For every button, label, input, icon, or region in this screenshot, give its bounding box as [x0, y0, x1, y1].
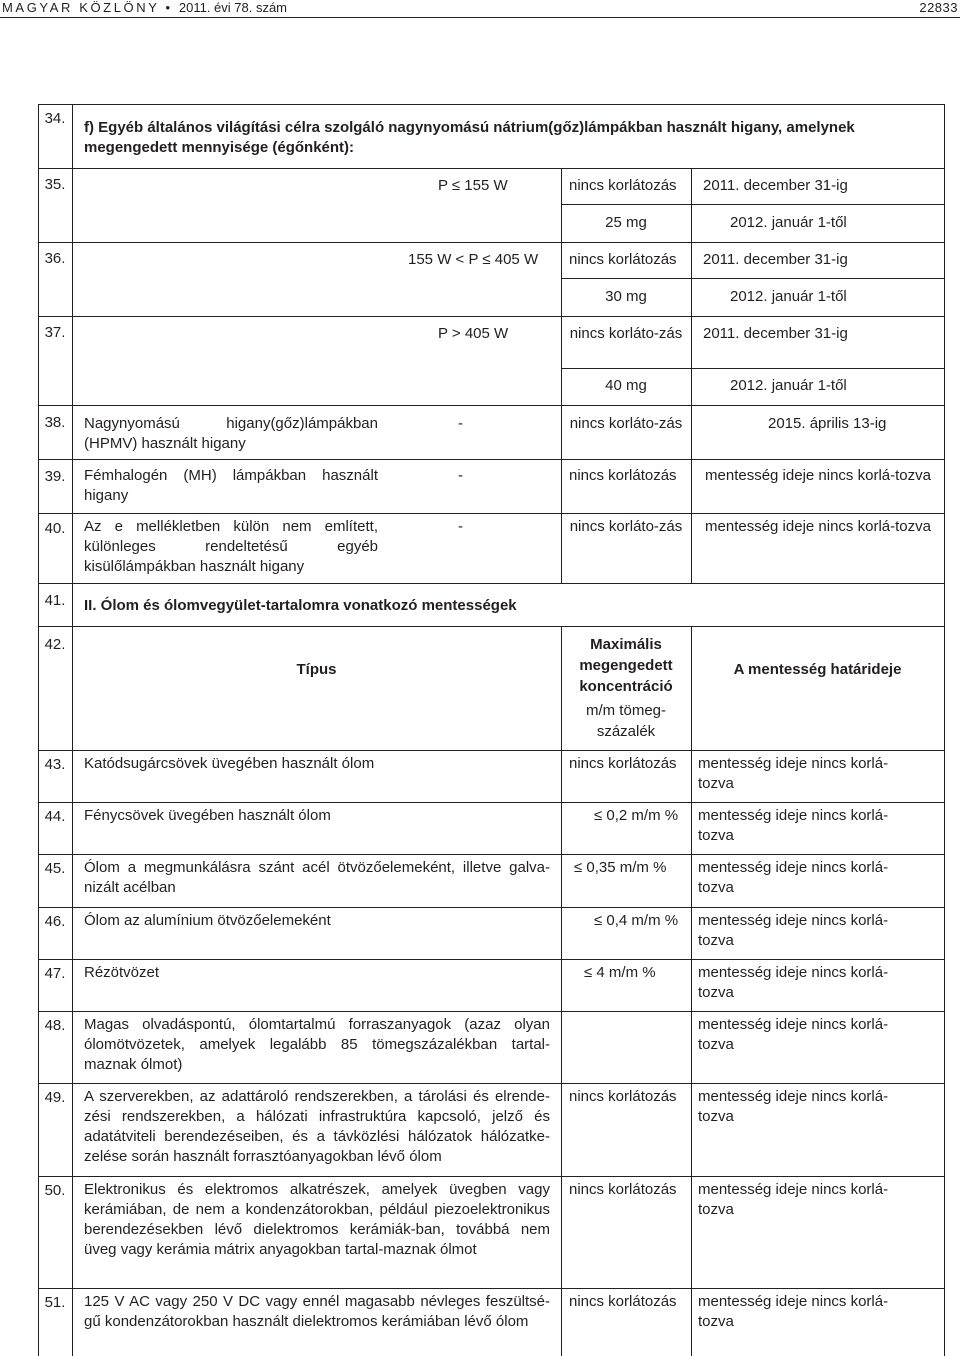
item-description: Nagynyomású higany(gőz)lámpákban (HPMV) használt higany — [84, 415, 378, 452]
column-line — [691, 626, 692, 1356]
deadline: 2011. december 31-ig — [703, 251, 848, 268]
row-line — [38, 168, 944, 169]
deadline: mentesség ideje nincs korlá-tozva — [698, 807, 889, 844]
row-number: 43. — [44, 756, 66, 773]
limit-value: nincs korláto-zás — [569, 518, 683, 535]
table-left-border — [38, 104, 39, 1356]
row-line — [38, 626, 944, 627]
page-header — [0, 0, 960, 16]
row-line — [38, 802, 944, 803]
item-description: Elektronikus és elektromos alkatrészek, amelyek üvegben vagy kerámiában, de nem a kondenzátorokban, például piezoelektronikus berendezésekben lévő dielektromos kerámiák-ban, továbbá nem üveg vagy kerámia mátrix anyagokban tartal-maznak ólmot — [84, 1181, 550, 1258]
row-line — [38, 1176, 944, 1177]
limit-value: nincs korlátozás — [569, 251, 677, 268]
item-description: Fénycsövek üvegében használt ólom — [84, 807, 331, 824]
row-number: 45. — [44, 860, 66, 877]
column-header-max: Maximális megengedett koncentráció — [579, 636, 673, 695]
row-number: 44. — [44, 808, 66, 825]
row-number: 36. — [44, 250, 66, 267]
row-line — [38, 405, 944, 406]
column-line — [561, 626, 562, 1356]
limit-value: nincs korláto-zás — [569, 415, 683, 432]
item-description: Fémhalogén (MH) lámpákban használt higany — [84, 467, 378, 504]
row-line — [38, 1288, 944, 1289]
row-number: 39. — [44, 468, 66, 485]
deadline: 2012. január 1-től — [730, 288, 847, 305]
deadline: 2011. december 31-ig — [703, 177, 848, 194]
row-number: 35. — [44, 176, 66, 193]
section-title-lead: II. Ólom és ólomvegyület-tartalomra vonatkozó mentességek — [84, 597, 517, 614]
row-line — [38, 459, 944, 460]
row-line — [38, 959, 944, 960]
deadline: 2011. december 31-ig — [703, 325, 848, 342]
item-description: Rézötvözet — [84, 964, 160, 981]
concentration: nincs korlátozás — [569, 1088, 677, 1105]
deadline: 2015. április 13-ig — [768, 415, 887, 432]
row-number: 41. — [44, 592, 66, 609]
power-range: P > 405 W — [438, 325, 509, 342]
dash: - — [458, 518, 463, 535]
row-line — [38, 854, 944, 855]
concentration: nincs korlátozás — [569, 1181, 677, 1198]
row-line — [561, 368, 944, 369]
row-number: 46. — [44, 913, 66, 930]
deadline: mentesség ideje nincs korlá-tozva — [698, 755, 889, 792]
page-number: 22833 — [919, 0, 958, 15]
power-range: P ≤ 155 W — [438, 177, 508, 194]
row-line — [38, 104, 944, 105]
journal-title: MAGYAR KÖZLÖNY • 2011. évi 78. szám — [2, 0, 288, 15]
row-number: 51. — [44, 1294, 66, 1311]
concentration: ≤ 0,4 m/m % — [594, 912, 679, 929]
row-line — [38, 513, 944, 514]
concentration: ≤ 4 m/m % — [584, 964, 656, 981]
concentration: nincs korlátozás — [569, 755, 677, 772]
item-description: A szerverekben, az adattároló rendszerekben, a tárolási és elrende-zési rendszerekben, a hálózati infrastruktúra kapcsoló, jelző és adatátviteli berendezéseiben, és a távközlési hálózatok hálózatke-zelése során használt forrasztóanyagokban lévő ólom — [84, 1088, 550, 1165]
deadline: mentesség ideje nincs korlá-tozva — [698, 859, 889, 896]
row-line — [38, 316, 944, 317]
dash: - — [458, 415, 463, 432]
limit-value: 25 mg — [605, 214, 647, 231]
item-description: Katódsugárcsövek üvegében használt ólom — [84, 755, 375, 772]
item-description: Magas olvadáspontú, ólomtartalmú forraszanyagok (azaz olyan ólomötvözetek, amelyek legalább 85 tömegszázalékban tartal-maznak ólmot) — [84, 1016, 550, 1073]
deadline: 2012. január 1-től — [730, 377, 847, 394]
row-line — [38, 750, 944, 751]
limit-value: nincs korlátozás — [569, 467, 677, 484]
column-header-type: Típus — [296, 661, 337, 678]
row-number: 38. — [44, 414, 66, 431]
dash: - — [458, 467, 463, 484]
concentration: ≤ 0,35 m/m % — [574, 859, 667, 876]
limit-value: 40 mg — [605, 377, 647, 394]
deadline: mentesség ideje nincs korlá-tozva — [698, 1088, 889, 1125]
deadline: mentesség ideje nincs korlá-tozva — [705, 518, 931, 535]
deadline: mentesség ideje nincs korlá-tozva — [698, 964, 889, 1001]
deadline: mentesség ideje nincs korlá-tozva — [698, 1016, 889, 1053]
row-line — [38, 242, 944, 243]
deadline: 2012. január 1-től — [730, 214, 847, 231]
row-line — [561, 278, 944, 279]
column-header-unit: m/m tömeg-százalék — [585, 702, 666, 740]
limit-value: nincs korlátozás — [569, 177, 677, 194]
concentration: ≤ 0,2 m/m % — [594, 807, 679, 824]
row-number: 42. — [44, 636, 66, 653]
row-line — [38, 1011, 944, 1012]
row-number: 47. — [44, 965, 66, 982]
section-title-mercury: f) Egyéb általános világítási célra szolgáló nagynyomású nátrium(gőz)lámpákban használt higany, amelynek megengedett mennyisége (égőnként): — [84, 119, 855, 156]
row-line — [38, 1083, 944, 1084]
row-line — [38, 583, 944, 584]
item-description: Az e mellékletben külön nem említett, különleges rendeltetésű egyéb kisülőlámpákban használt higany — [84, 518, 378, 575]
column-header-deadline: A mentesség határideje — [733, 661, 902, 678]
item-description: Ólom a megmunkálásra szánt acél ötvözőelemeként, illetve galva-nizált acélban — [84, 859, 550, 896]
limit-value: 30 mg — [605, 288, 647, 305]
deadline: mentesség ideje nincs korlá-tozva — [698, 1181, 889, 1218]
power-range: 155 W < P ≤ 405 W — [408, 251, 539, 268]
deadline: mentesség ideje nincs korlá-tozva — [698, 1293, 889, 1330]
row-line — [561, 204, 944, 205]
row-number: 48. — [44, 1017, 66, 1034]
item-description: 125 V AC vagy 250 V DC vagy ennél magasabb névleges feszültsé-gű kondenzátorokban használt dielektromos kerámiában lévő ólom — [84, 1293, 550, 1330]
number-column-border — [72, 104, 73, 1356]
row-number: 34. — [44, 110, 66, 127]
row-number: 50. — [44, 1182, 66, 1199]
concentration: nincs korlátozás — [569, 1293, 677, 1310]
item-description: Ólom az alumínium ötvözőelemeként — [84, 912, 331, 929]
row-number: 49. — [44, 1089, 66, 1106]
deadline: mentesség ideje nincs korlá-tozva — [698, 912, 889, 949]
row-line — [38, 907, 944, 908]
column-line — [691, 168, 692, 583]
exemption-table — [38, 104, 945, 1356]
limit-value: nincs korláto-zás — [569, 325, 683, 342]
header-rule — [0, 17, 960, 18]
row-number: 40. — [44, 520, 66, 537]
deadline: mentesség ideje nincs korlá-tozva — [705, 467, 931, 484]
row-number: 37. — [44, 324, 66, 341]
